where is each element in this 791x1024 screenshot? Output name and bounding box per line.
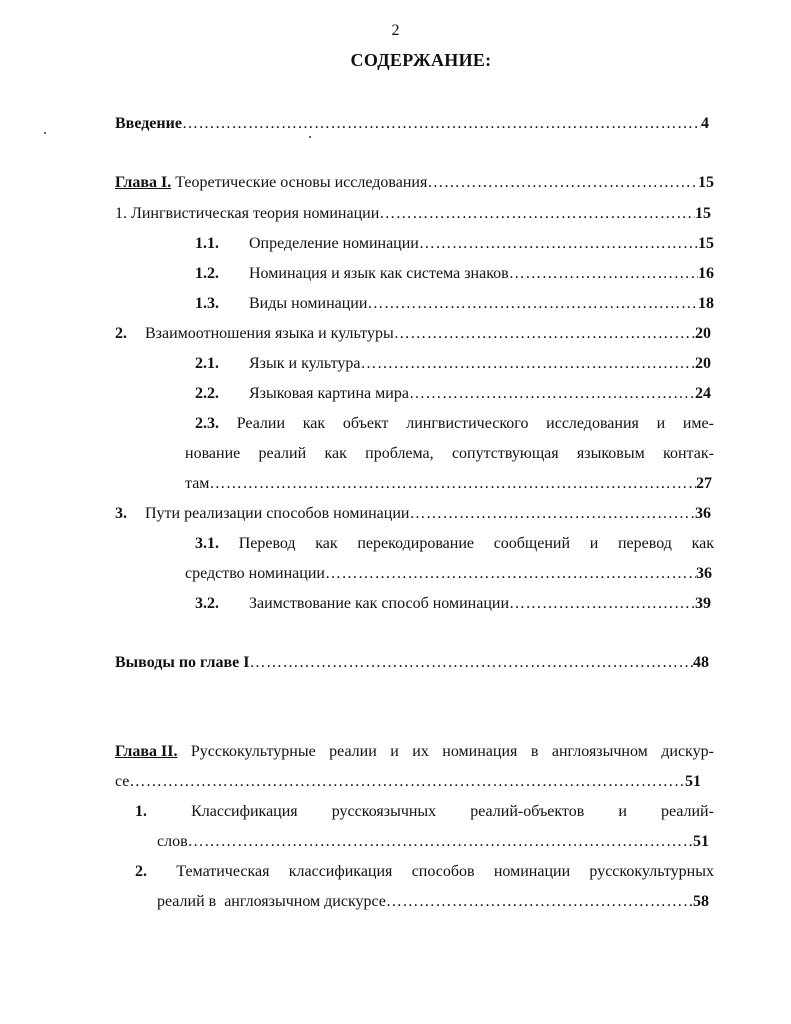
toc-word: в bbox=[530, 743, 539, 760]
toc-word: сопутствующая bbox=[451, 445, 559, 462]
toc-page: 15 bbox=[698, 235, 714, 252]
toc-word: Русскокультурные bbox=[190, 743, 316, 760]
toc-leader bbox=[249, 652, 693, 674]
toc-leader bbox=[419, 233, 698, 255]
page-number: 2 bbox=[391, 22, 400, 39]
page-title: СОДЕРЖАНИЕ: bbox=[350, 50, 492, 70]
toc-number: 1.2. bbox=[195, 265, 219, 282]
toc-page: 20 bbox=[695, 355, 711, 372]
toc-label: се bbox=[115, 773, 130, 790]
toc-entry-2-3-line-3[interactable] bbox=[185, 473, 712, 495]
toc-word: лингвистического bbox=[406, 415, 529, 432]
toc-label bbox=[115, 323, 394, 345]
toc-entry-1[interactable] bbox=[115, 203, 711, 225]
toc-leader bbox=[360, 353, 695, 375]
toc-leader bbox=[394, 323, 695, 345]
toc-entry-3-2[interactable] bbox=[195, 593, 711, 615]
toc-entry-2-3-line-1[interactable] bbox=[195, 413, 714, 435]
toc-entry-3[interactable] bbox=[115, 503, 711, 525]
toc-word: перекодирование bbox=[357, 535, 474, 552]
scan-speck bbox=[309, 136, 311, 138]
toc-number: 2.2. bbox=[195, 385, 219, 402]
toc-text: Виды номинации bbox=[249, 295, 368, 312]
chapter-text: Теоретические основы исследования bbox=[175, 174, 428, 191]
toc-word: Перевод bbox=[238, 535, 296, 552]
toc-entry-2-2-thematic-line-2[interactable] bbox=[157, 891, 709, 913]
toc-word: языковым bbox=[576, 445, 645, 462]
toc-label bbox=[195, 353, 360, 375]
toc-leader bbox=[182, 113, 701, 135]
toc-page: 20 bbox=[695, 325, 711, 342]
toc-entry-conclusions-1[interactable] bbox=[115, 652, 709, 674]
toc-word: объект bbox=[342, 415, 389, 432]
toc-label: Выводы по главе I bbox=[115, 654, 250, 671]
toc-page: 16 bbox=[698, 265, 714, 282]
chapter-head: Глава I. bbox=[115, 174, 172, 191]
toc-word: русскокультурных bbox=[589, 863, 714, 880]
toc-number: 2. bbox=[115, 325, 127, 342]
toc-leader bbox=[409, 503, 695, 525]
toc-word: классификация bbox=[288, 863, 393, 880]
toc-page: 15 bbox=[698, 174, 714, 191]
toc-number: 3.1. bbox=[195, 535, 219, 552]
toc-page: 48 bbox=[693, 654, 709, 671]
toc-leader bbox=[409, 383, 695, 405]
toc-word: Классификация bbox=[191, 803, 298, 820]
toc-number: 1. bbox=[135, 803, 147, 820]
toc-entry-chapter-1[interactable] bbox=[115, 172, 714, 194]
toc-leader bbox=[188, 831, 693, 853]
toc-label: там bbox=[185, 475, 210, 492]
toc-entry-1-3[interactable] bbox=[195, 293, 714, 315]
toc-text: Номинация и язык как система знаков bbox=[249, 265, 509, 282]
toc-entry-2-3-line-2[interactable] bbox=[185, 443, 714, 465]
toc-page: 39 bbox=[695, 595, 711, 612]
toc-label: средство номинации bbox=[185, 565, 325, 582]
toc-word: и bbox=[390, 743, 399, 760]
toc-word: способов bbox=[411, 863, 475, 880]
toc-word: как bbox=[691, 535, 714, 552]
toc-page: 36 bbox=[695, 505, 711, 522]
toc-word: перевод bbox=[617, 535, 672, 552]
toc-word: реалий bbox=[258, 445, 307, 462]
toc-word: как bbox=[324, 445, 347, 462]
toc-word: проблема, bbox=[365, 445, 434, 462]
toc-number: 1.3. bbox=[195, 295, 219, 312]
toc-label bbox=[195, 263, 509, 285]
toc-word: дискур- bbox=[661, 743, 714, 760]
toc-entry-chapter-2-line-1[interactable] bbox=[115, 741, 714, 763]
toc-word: контак- bbox=[663, 445, 714, 462]
toc-entry-3-1-line-2[interactable] bbox=[185, 563, 712, 585]
toc-text: Определение номинации bbox=[249, 235, 419, 252]
toc-number: 2.1. bbox=[195, 355, 219, 372]
toc-label: слов bbox=[157, 833, 188, 850]
toc-word: нование bbox=[185, 445, 241, 462]
toc-word: как bbox=[315, 535, 338, 552]
toc-page: 36 bbox=[696, 565, 712, 582]
toc-word: и bbox=[656, 415, 666, 432]
toc-page: 18 bbox=[698, 295, 714, 312]
toc-word: англоязычном bbox=[551, 743, 648, 760]
toc-entry-1-1[interactable] bbox=[195, 233, 714, 255]
toc-leader bbox=[129, 771, 685, 793]
toc-leader bbox=[379, 203, 695, 225]
toc-entry-2[interactable] bbox=[115, 323, 711, 345]
toc-entry-2-2-thematic-line-1[interactable] bbox=[135, 861, 714, 883]
toc-word: реалий-объектов bbox=[470, 803, 585, 820]
toc-label bbox=[195, 383, 409, 405]
toc-label bbox=[115, 503, 409, 525]
toc-word: Реалии bbox=[236, 415, 286, 432]
toc-label bbox=[195, 293, 367, 315]
toc-page: 24 bbox=[695, 385, 711, 402]
toc-word: исследования bbox=[546, 415, 639, 432]
toc-page: 4 bbox=[701, 115, 709, 132]
toc-entry-2-1[interactable] bbox=[195, 353, 711, 375]
toc-number: 2. bbox=[135, 863, 147, 880]
toc-page: 58 bbox=[693, 893, 709, 910]
toc-number: 3.2. bbox=[195, 595, 219, 612]
toc-word: русскоязычных bbox=[331, 803, 437, 820]
toc-leader bbox=[509, 593, 695, 615]
toc-label bbox=[195, 233, 419, 255]
toc-word: их bbox=[412, 743, 429, 760]
toc-word: сообщений bbox=[493, 535, 571, 552]
toc-leader bbox=[427, 172, 698, 194]
toc-label bbox=[115, 172, 427, 194]
toc-leader bbox=[367, 293, 698, 315]
toc-word: реалий- bbox=[660, 803, 714, 820]
toc-number: 2.3. bbox=[195, 415, 219, 432]
toc-page: 51 bbox=[685, 773, 701, 790]
toc-entry-2-1-classification-line-1[interactable] bbox=[135, 801, 714, 823]
toc-entry-2-1-classification-line-2[interactable] bbox=[157, 831, 709, 853]
toc-leader bbox=[386, 891, 693, 913]
toc-leader bbox=[325, 563, 696, 585]
toc-leader bbox=[209, 473, 696, 495]
toc-text: Пути реализации способов номинации bbox=[145, 505, 410, 522]
toc-text: Заимствование как способ номинации bbox=[249, 595, 510, 612]
chapter-head: Глава II. bbox=[115, 743, 178, 760]
toc-word: реалии bbox=[329, 743, 377, 760]
toc-text: Язык и культура bbox=[249, 355, 361, 372]
toc-word: как bbox=[302, 415, 326, 432]
toc-word: и bbox=[618, 803, 627, 820]
toc-text: Взаимоотношения языка и культуры bbox=[145, 325, 394, 342]
toc-number: 3. bbox=[115, 505, 127, 522]
toc-label: 1. Лингвистическая теория номинации bbox=[115, 205, 380, 222]
toc-entry-1-2[interactable] bbox=[195, 263, 714, 285]
scan-speck bbox=[44, 132, 46, 134]
toc-leader bbox=[509, 263, 698, 285]
toc-page: 51 bbox=[693, 833, 709, 850]
toc-text: Языковая картина мира bbox=[249, 385, 409, 402]
toc-word: и bbox=[589, 535, 599, 552]
toc-word: номинации bbox=[493, 863, 571, 880]
toc-label: реалий в англоязычном дискурсе bbox=[157, 893, 386, 910]
toc-word: име- bbox=[682, 415, 714, 432]
toc-label: Введение bbox=[115, 115, 182, 132]
toc-page: 15 bbox=[695, 205, 711, 222]
toc-word: номинация bbox=[442, 743, 518, 760]
toc-entry-chapter-2-line-2[interactable] bbox=[115, 771, 701, 793]
toc-page: 27 bbox=[696, 475, 712, 492]
toc-word: Тематическая bbox=[176, 863, 270, 880]
toc-number: 1.1. bbox=[195, 235, 219, 252]
toc-entry-2-2[interactable] bbox=[195, 383, 711, 405]
toc-entry-intro[interactable] bbox=[115, 113, 709, 135]
toc-label bbox=[195, 593, 509, 615]
toc-entry-3-1-line-1[interactable] bbox=[195, 533, 714, 555]
